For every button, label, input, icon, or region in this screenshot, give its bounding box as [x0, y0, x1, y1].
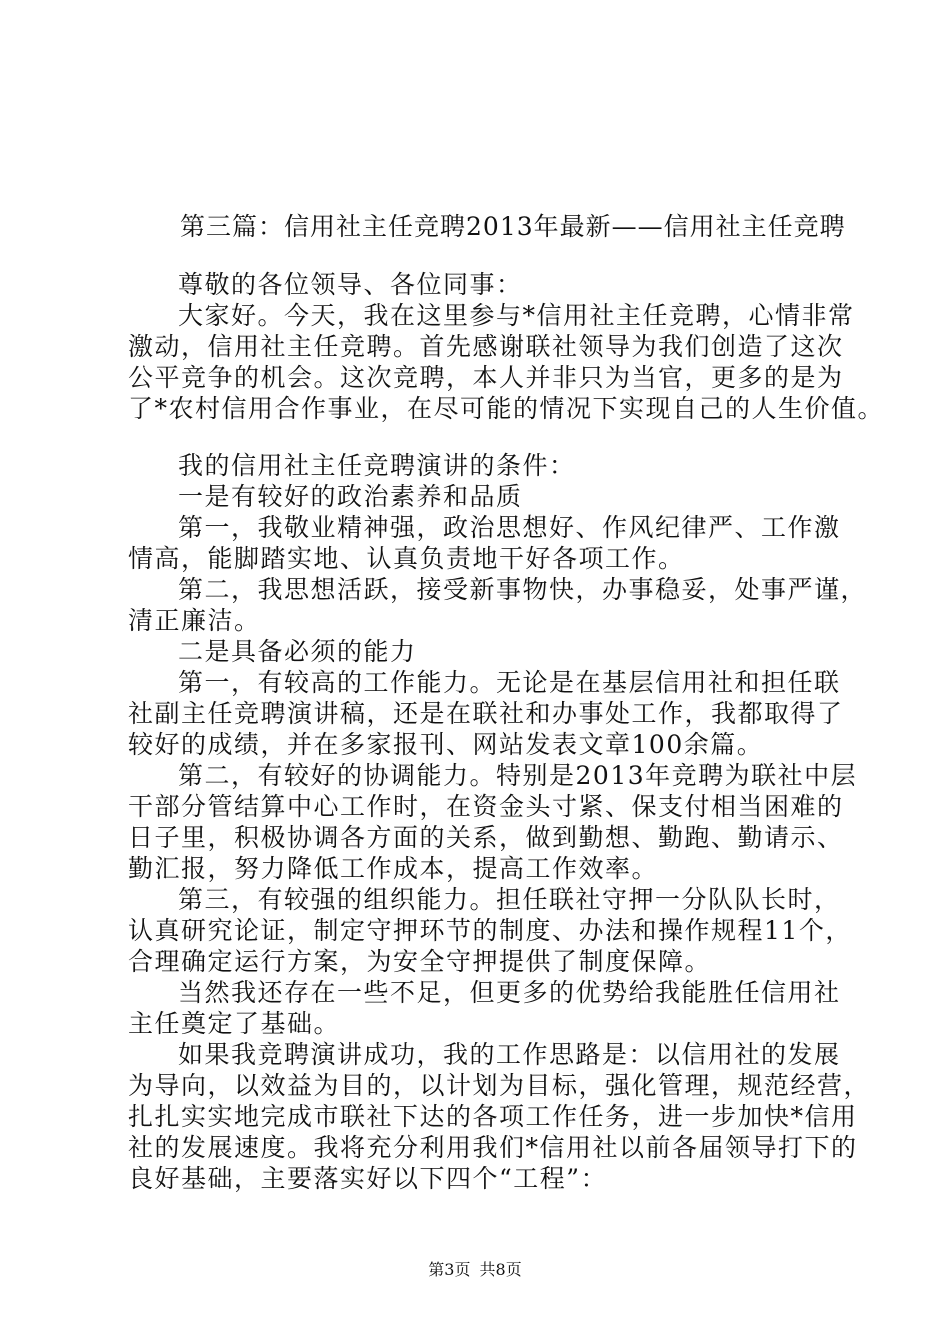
subsection-heading: 一是有较好的政治素养和品质	[178, 482, 523, 511]
paragraph-line: 社的发展速度。我将充分利用我们*信用社以前各届领导打下的	[128, 1133, 858, 1162]
paragraph-line: 第三，有较强的组织能力。担任联社守押一分队队长时，	[178, 885, 841, 914]
section-heading: 我的信用社主任竞聘演讲的条件：	[178, 451, 576, 480]
paragraph-line: 第一，我敬业精神强，政治思想好、作风纪律严、工作激	[178, 513, 841, 542]
paragraph-line: 第一，有较高的工作能力。无论是在基层信用社和担任联	[178, 668, 841, 697]
paragraph-line: 了*农村信用合作事业，在尽可能的情况下实现自己的人生价值。	[128, 394, 885, 423]
paragraph-line: 清正廉洁。	[128, 606, 261, 635]
page-footer	[0, 1260, 950, 1280]
paragraph-line: 第二，有较好的协调能力。特别是2013年竞聘为联社中层	[178, 761, 858, 790]
page-total: 共8页	[479, 1260, 522, 1279]
paragraph-line: 社副主任竞聘演讲稿，还是在联社和办事处工作，我都取得了	[128, 699, 844, 728]
paragraph-line: 日子里，积极协调各方面的关系，做到勤想、勤跑、勤请示、	[128, 823, 844, 852]
paragraph-line: 较好的成绩，并在多家报刊、网站发表文章100余篇。	[128, 730, 764, 759]
paragraph-line: 激动，信用社主任竞聘。首先感谢联社领导为我们创造了这次	[128, 332, 844, 361]
paragraph-line: 主任奠定了基础。	[128, 1009, 341, 1038]
paragraph-line: 为导向，以效益为目的，以计划为目标，强化管理，规范经营，	[128, 1071, 871, 1100]
paragraph-line: 大家好。今天，我在这里参与*信用社主任竞聘，心情非常	[178, 301, 855, 330]
paragraph-line: 认真研究论证，制定守押环节的制度、办法和操作规程11个，	[128, 916, 852, 945]
paragraph-line: 第二，我思想活跃，接受新事物快，办事稳妥，处事严谨，	[178, 575, 868, 604]
paragraph-line: 扎扎实实地完成市联社下达的各项工作任务，进一步加快*信用	[128, 1102, 858, 1131]
paragraph-line: 如果我竞聘演讲成功，我的工作思路是：以信用社的发展	[178, 1040, 841, 1069]
salutation: 尊敬的各位领导、各位同事：	[178, 270, 523, 299]
paragraph-line: 公平竞争的机会。这次竞聘，本人并非只为当官，更多的是为	[128, 363, 844, 392]
document-title: 第三篇：信用社主任竞聘2013年最新——信用社主任竞聘	[180, 212, 846, 241]
paragraph-line: 勤汇报，努力降低工作成本，提高工作效率。	[128, 854, 659, 883]
paragraph-line: 情高，能脚踏实地、认真负责地干好各项工作。	[128, 544, 685, 573]
paragraph-line: 当然我还存在一些不足，但更多的优势给我能胜任信用社	[178, 978, 841, 1007]
paragraph-line: 干部分管结算中心工作时，在资金头寸紧、保支付相当困难的	[128, 792, 844, 821]
paragraph-line: 良好基础，主要落实好以下四个“工程”：	[128, 1164, 608, 1193]
subsection-heading: 二是具备必须的能力	[178, 637, 417, 666]
paragraph-line: 合理确定运行方案，为安全守押提供了制度保障。	[128, 947, 712, 976]
page-number: 第3页	[428, 1260, 471, 1279]
